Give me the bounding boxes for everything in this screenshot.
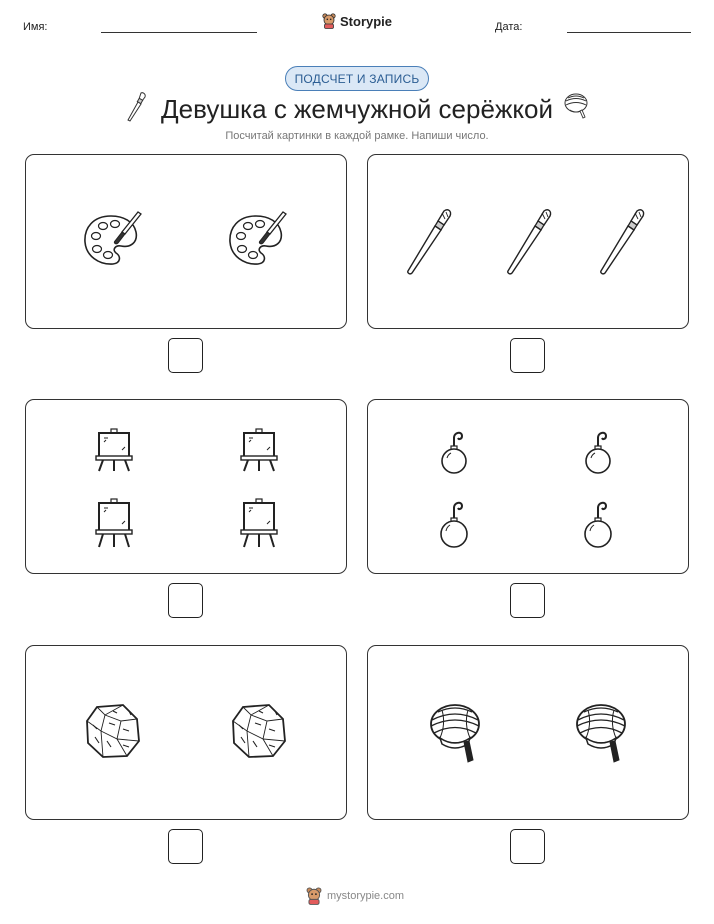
paintbrush-icon <box>504 207 554 277</box>
palette-icon <box>226 210 290 270</box>
easel-icon <box>239 428 279 472</box>
name-label: Имя: <box>23 21 48 33</box>
count-panel-earrings <box>367 399 689 574</box>
pearl-earring-icon <box>582 428 614 476</box>
count-panel-easels <box>25 399 347 574</box>
palette-icon <box>81 210 145 270</box>
count-panel-palettes <box>25 154 347 329</box>
brand-logo <box>322 13 392 29</box>
footer <box>306 887 404 905</box>
bear-logo-icon <box>322 13 336 29</box>
name-line[interactable] <box>101 32 257 33</box>
paintbrush-icon <box>597 207 647 277</box>
pearl-earring-icon <box>438 428 470 476</box>
count-panel-stones <box>25 645 347 820</box>
turban-icon <box>428 702 482 766</box>
page-title: Девушка с жемчужной серёжкой <box>161 94 553 124</box>
paintbrush-icon <box>404 207 454 277</box>
answer-box-easels[interactable] <box>168 583 203 618</box>
easel-icon <box>239 498 279 548</box>
count-panel-paintbrushes <box>367 154 689 329</box>
stone-icon <box>83 701 143 761</box>
answer-box-stones[interactable] <box>168 829 203 864</box>
pearl-earring-icon <box>582 498 614 550</box>
count-panel-turbans <box>367 645 689 820</box>
answer-box-turbans[interactable] <box>510 829 545 864</box>
activity-badge: ПОДСЧЕТ И ЗАПИСЬ <box>285 66 429 91</box>
answer-box-earrings[interactable] <box>510 583 545 618</box>
bear-logo-icon <box>306 887 322 905</box>
easel-icon <box>94 498 134 548</box>
instructions: Посчитай картинки в каждой рамке. Напиши число. <box>225 130 489 142</box>
date-line[interactable] <box>567 32 691 33</box>
stone-icon <box>229 701 289 761</box>
answer-box-paintbrushes[interactable] <box>510 338 545 373</box>
pearl-earring-icon <box>438 498 470 550</box>
easel-icon <box>94 428 134 472</box>
turban-icon <box>574 702 628 766</box>
brand-name: Storypie <box>340 13 393 29</box>
answer-box-palettes[interactable] <box>168 338 203 373</box>
footer-url[interactable]: mystorypie.com <box>327 890 405 902</box>
turban-icon <box>563 92 589 120</box>
date-label: Дата: <box>495 21 523 33</box>
